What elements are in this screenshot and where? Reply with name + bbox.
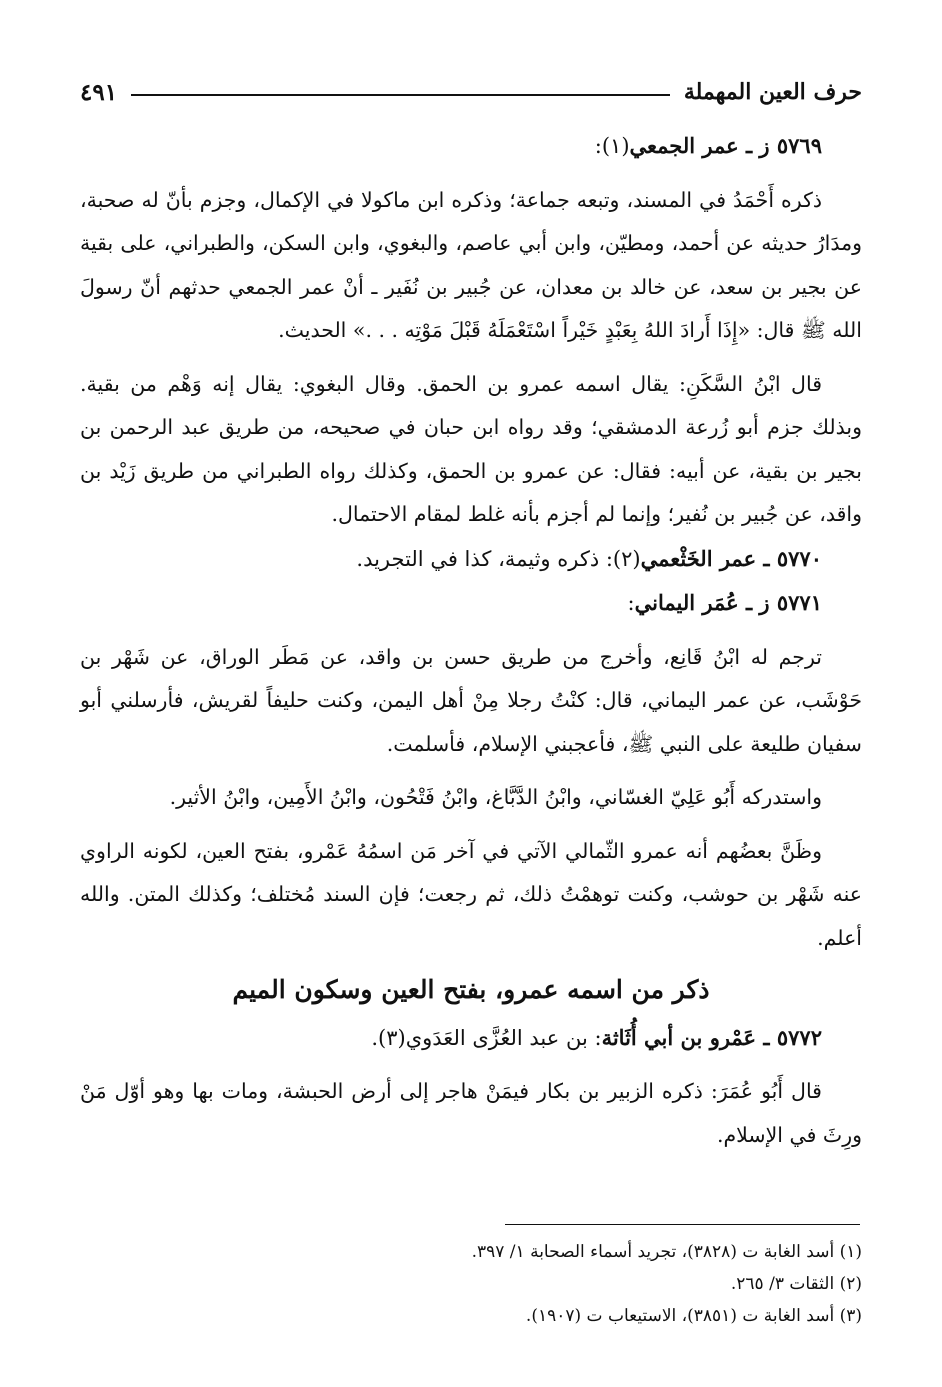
entry-heading-5770	[80, 537, 862, 582]
running-header	[80, 72, 862, 112]
page-body	[80, 124, 862, 1157]
footnotes	[80, 1236, 862, 1332]
header-rule	[131, 94, 670, 96]
entry-title: ٥٧٧١ ز ـ عُمَر اليماني	[634, 590, 822, 615]
entry-paragraph: ترجم له ابْنُ قَانِع، وأخرج من طريق حسن بن واقد، عن مَطَر الوراق، عن شَهْر بن حَوْشَب، عن عمر اليماني، قال: كنْتُ رجلا مِنْ أهل اليمن، وكنت حليفاً لقريش، فأرسلني أبو سفيان طليعة على النبي ﷺ، فأعجبني الإسلام، فأسلمت.	[80, 644, 862, 756]
footnote: (١) أسد الغابة ت (٣٨٢٨)، تجريد أسماء الصحابة ١/ ٣٩٧.	[471, 1242, 862, 1262]
entry-note: :	[627, 591, 635, 615]
entry-title: ٥٧٧٢ ـ عَمْرو بن أبي أُثَاثة	[601, 1024, 822, 1050]
entry-paragraph: واستدركه أَبُو عَلِيّ الغسّاني، وابْنُ الدَّبَّاغ، وابْنُ فَتْحُون، وابْنُ الأَمِين، وابْنُ الأثير.	[169, 785, 822, 809]
running-title: حرف العين المهملة	[683, 79, 862, 105]
entry-note: (١):	[594, 134, 630, 158]
entry-heading-5772	[80, 1016, 862, 1061]
entry-paragraph: وظَنَّ بعضُهم أنه عمرو الثّمالي الآتي في آخر مَن اسمُهُ عَمْرو، بفتح العين، لكونه الراوي عنه شَهْر بن حوشب، وكنت توهمْتُ ذلك، ثم رجعت؛ فإن السند مُختلف؛ وكذلك المتن. والله أعلم.	[80, 838, 862, 950]
entry-title: ٥٧٧٠ ـ عمر الخَثْعمي	[640, 545, 822, 571]
footnote: (٢) الثقات ٣/ ٢٦٥.	[730, 1274, 862, 1294]
entry-heading-5769	[80, 124, 862, 169]
footnote-rule	[505, 1224, 860, 1225]
entry-heading-5771	[80, 581, 862, 626]
entry-note: (٢): ذكره وثيمة، كذا في التجريد.	[356, 546, 641, 571]
entry-paragraph: قال ابْنُ السَّكَنِ: يقال اسمه عمرو بن الحمق. وقال البغوي: يقال إنه وَهْم من بقية. وبذلك جزم أبو زُرعة الدمشقي؛ وقد رواه ابن حبان في صحيحه، من طريق عبد الرحمن بن بجير بن بقية، عن أبيه: فقال: عن عمرو بن الحمق، وكذلك رواه الطبراني من طريق زَيْد بن واقد، عن جُبير بن نُفير؛ وإنما لم أجزم بأنه غلط لمقام الاحتمال.	[80, 371, 862, 526]
entry-paragraph: ذكره أَحْمَدُ في المسند، وتبعه جماعة؛ وذكره ابن ماكولا في الإكمال، وجزم بأنّ له صحبة، ومدَارُ حديثه عن أحمد، ومطيّن، وابن أبي عاصم، والبغوي، وابن السكن، والطبراني، على بقية عن بجير بن سعد، عن خالد بن معدان، عن جُبير بن نُفَير ـ أنْ عمر الجمعي حدثهم أنّ رسولَ الله ﷺ قال: «إِذَا أَرادَ اللهُ بِعَبْدٍ خَيْراً اسْتَعْمَلَهُ قَبْلَ مَوْتِه . . .» الحديث.	[80, 187, 862, 342]
page-number: ٤٩١	[80, 78, 118, 106]
entry-note: : بن عبد العُزَّى العَدَوي(٣).	[371, 1025, 602, 1050]
footnote: (٣) أسد الغابة ت (٣٨٥١)، الاستيعاب ت (١٩٠٧).	[525, 1306, 862, 1326]
entry-paragraph: قال أَبُو عُمَرَ: ذكره الزبير بن بكار فيمَنْ هاجر إلى أرض الحبشة، ومات بها وهو أوّل مَنْ ورِثَ في الإسلام.	[80, 1079, 862, 1147]
section-title: ذكر من اسمه عمرو، بفتح العين وسكون الميم	[232, 975, 710, 1004]
entry-title: ٥٧٦٩ ز ـ عمر الجمعي	[629, 133, 822, 158]
